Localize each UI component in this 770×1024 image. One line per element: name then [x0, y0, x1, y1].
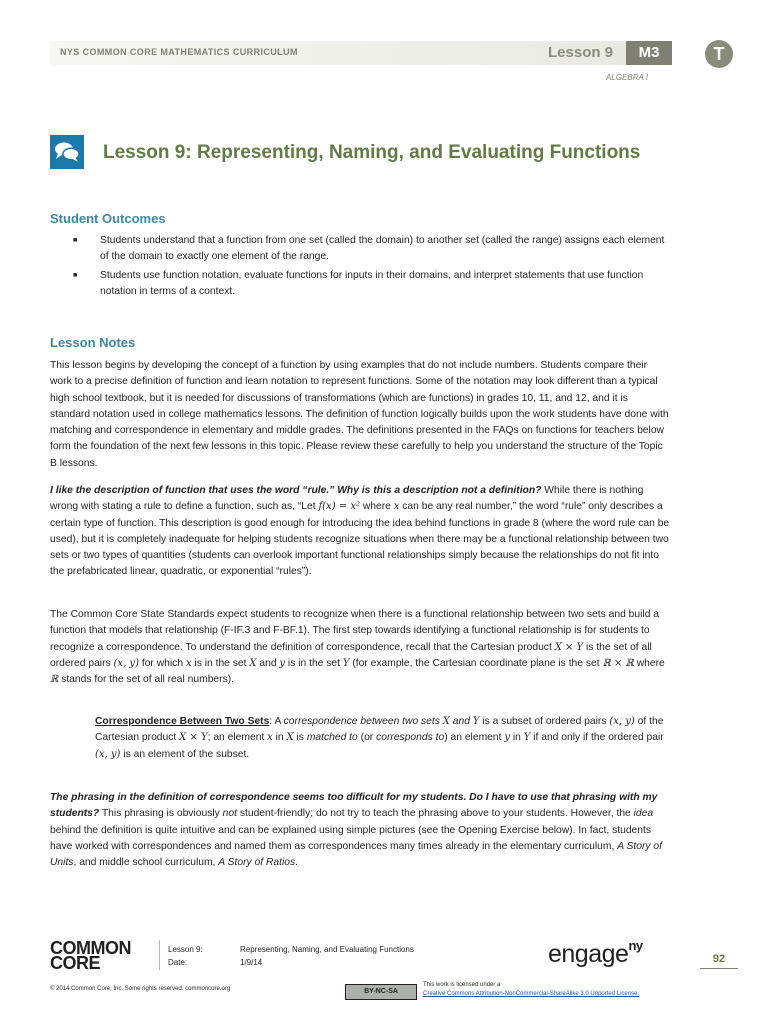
common-core-logo: COMMON CORE — [50, 938, 131, 973]
copyright-notice: © 2014 Common Core, Inc. Some rights reserved. commoncore.org — [50, 986, 231, 992]
footer-lesson-label: Lesson 9: — [168, 945, 203, 954]
bullet-square-icon: ■ — [73, 272, 78, 279]
footer-date-label: Date: — [168, 958, 188, 967]
outcomes-heading: Student Outcomes — [50, 211, 166, 226]
outcome-item-2: ■ Students use function notation, evaluate functions for inputs in their domains, and interpret statements that use function notation in terms of a context. — [73, 270, 644, 297]
creative-commons-icon[interactable]: BY-NC-SA — [345, 984, 417, 1000]
faq-question-rule: I like the description of function that uses the word “rule.” Why is this a description not a definition? — [50, 485, 542, 496]
footer-divider — [159, 940, 160, 970]
definition-term: Correspondence Between Two Sets — [95, 716, 270, 727]
page-number: 92 — [712, 953, 726, 965]
curriculum-label: NYS COMMON CORE MATHEMATICS CURRICULUM — [60, 47, 298, 57]
footer-date-value: 1/9/14 — [240, 958, 263, 967]
outcome-item-1: ■ Students understand that a function from one set (called the domain) to another set (called the range) assigns each element of the domain to exactly one element of the range. — [73, 235, 665, 262]
notes-paragraph-4: The phrasing in the definition of correspondence seems too difficult for my students. Do I have to use that phrasing with my students? This phrasing is obviously not student-friendly; do not try to teach the phrasing above to your students. However, the idea behind the definition is quite intuitive and can be explained using simple pictures (see the Opening Exercise below). In fact, students have worked with correspondences and named them as correspondences many times already in the elementary curriculum, A Story of Units, and middle school curriculum, A Story of Ratios. — [50, 792, 663, 869]
notes-paragraph-2: I like the description of function that uses the word “rule.” Why is this a description not a definition? While there is nothing wrong with stating a rule to define a function, such as, “Let f(x) = x² where x can be any real number,” the word “rule” only describes a certain type of function. This description is good enough for introducing the idea behind functions in grade 8 (where the word rule can be used), but it is completely inadequate for helping students recognize situations when there may be a functional relationship between two sets or two types of quantities (students can overlook important functional relationships simply because the relationships do not fit into the prefabricated linear, quadratic, or exponential “rules”). — [50, 485, 670, 578]
notes-paragraph-1: This lesson begins by developing the concept of a function by using examples that do not include numbers. Students compare their work to a precise definition of function and learn notation to represent functions. Some of the notation may look different than a typical high school textbook, but it is needed for discussions of transformations (which are functions) in grades 10, 11, and 12, and it is standard notation used in college mathematics lessons. The definition of function logically builds upon the work students have done with matching and correspondence in elementary and middle grades. The definitions presented in the FAQs on functions for teachers below form the foundation of the next few lessons in this topic. Please review these carefully to help you understand the structure of the Topic B lessons. — [50, 360, 669, 469]
notes-heading: Lesson Notes — [50, 335, 136, 350]
license-text: This work is licensed under a — [423, 982, 501, 988]
faq-question-phrasing: The phrasing in the definition of correspondence seems too difficult for my students. Do I have to use that phrasing with my students? — [50, 792, 658, 820]
correspondence-definition: Correspondence Between Two Sets: A correspondence between two sets X and Y is a subset of ordered pairs (x, y) of the Cartesian product X × Y; an element x in X is matched to (or corresponds to) an element y in Y if and only if the ordered pair (x, y) is an element of the subset. — [95, 716, 664, 760]
course-label: ALGEBRA I — [606, 73, 648, 82]
speech-bubbles-icon — [50, 135, 84, 169]
bullet-square-icon: ■ — [73, 237, 78, 244]
license-link[interactable]: Creative Commons Attribution-NonCommercial-ShareAlike 3.0 Unported License. — [423, 991, 640, 997]
notes-paragraph-3: The Common Core State Standards expect students to recognize when there is a functional relationship between two sets and build a function that models that relationship (F-IF.3 and F-BF.1). The first step towards identifying a functional relationship is for students to recognize a correspondence. To understand the definition of correspondence, recall that the Cartesian product X × Y is the set of all ordered pairs (x, y) for which x is in the set X and y is in the set Y (for example, the Cartesian coordinate plane is the set ℝ × ℝ where ℝ stands for the set of all real numbers). — [50, 609, 665, 686]
header-module: M3 — [626, 41, 672, 65]
page-number-underline — [700, 968, 738, 969]
topic-badge: T — [705, 40, 733, 68]
footer-lesson-value: Representing, Naming, and Evaluating Functions — [240, 945, 414, 954]
page-title: Lesson 9: Representing, Naming, and Evaluating Functions — [103, 142, 641, 163]
engageny-logo: engage$^{ny}$ — [548, 938, 643, 968]
header-lesson: Lesson 9 — [548, 44, 614, 61]
